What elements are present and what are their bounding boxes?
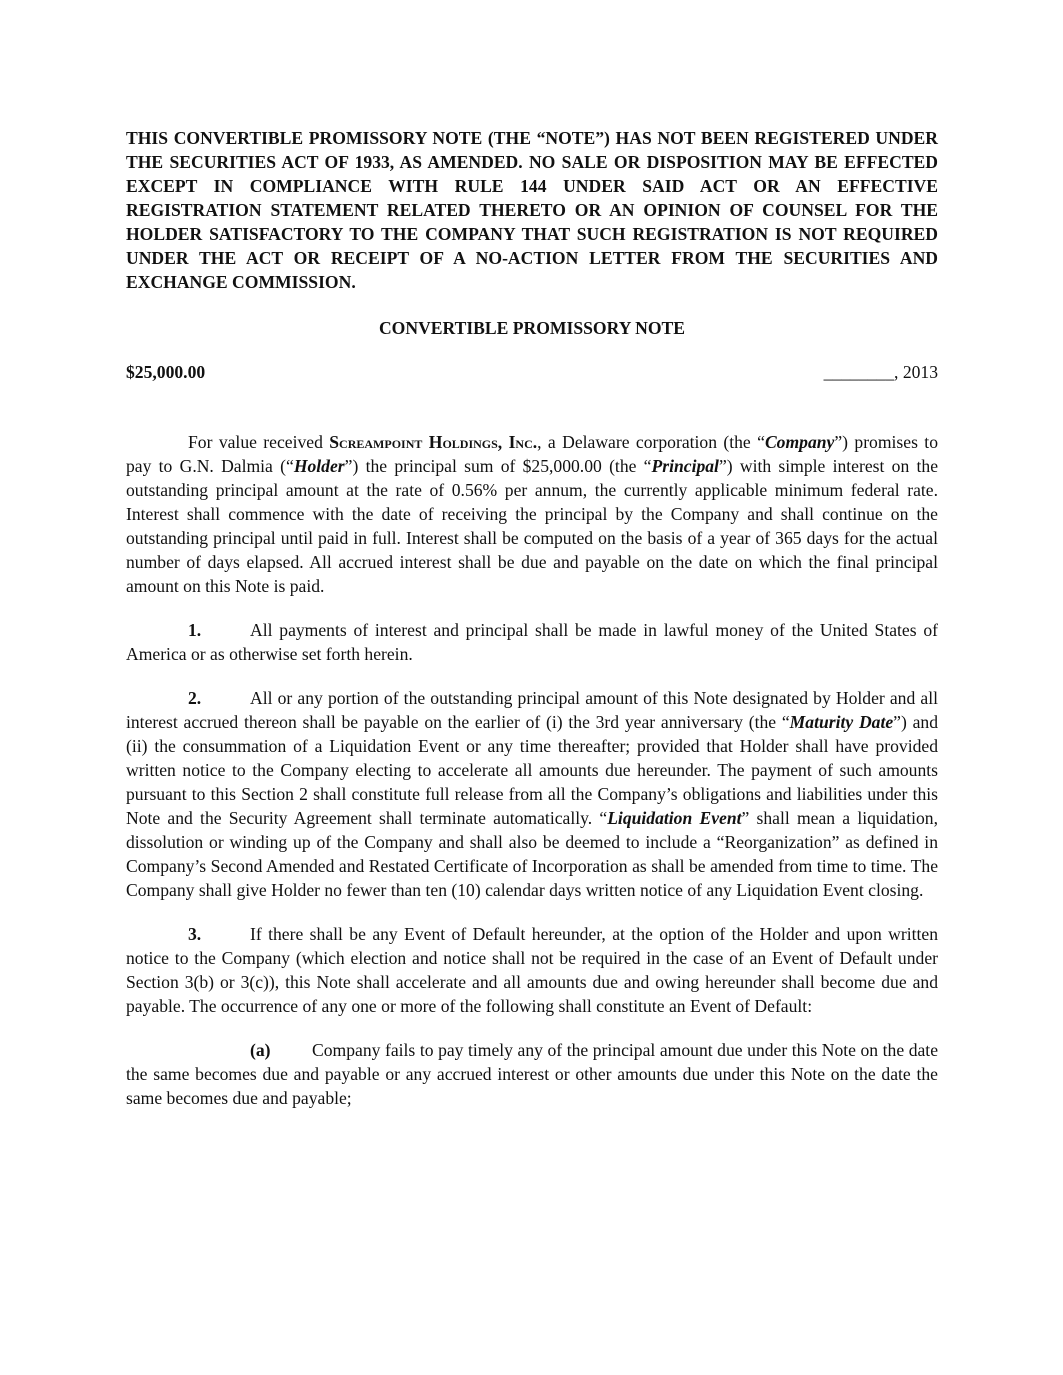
section-text: All payments of interest and principal shall be made in lawful money of the United States of America or as otherwise set forth herein. bbox=[126, 620, 938, 664]
section-1 bbox=[126, 618, 938, 666]
document-title: CONVERTIBLE PROMISSORY NOTE bbox=[378, 318, 686, 338]
note-amount: $25,000.00 bbox=[126, 362, 206, 382]
section-number: 3. bbox=[188, 924, 202, 944]
section-text: If there shall be any Event of Default hereunder, at the option of the Holder and upon written notice to the Company (which election and notice shall not be required in the case of an Event of Default under Section 3(b) or 3(c)), this Note shall accelerate and all amounts due and owing hereunder shall become due and payable. The occurrence of any one or more of the following shall constitute an Event of Default: bbox=[126, 924, 938, 1016]
section-3 bbox=[126, 922, 938, 1018]
section-number: 1. bbox=[188, 620, 202, 640]
section-number: 2. bbox=[188, 688, 202, 708]
document-page bbox=[126, 126, 938, 1110]
section-2: 2. All or any portion of the outstanding principal amount of this Note designated by Holder and all interest accrued thereon shall be payable on the earlier of (i) the 3rd year anniversary (the “Maturity Date”) and (ii) the consummation of a Liquidation Event or any time thereafter; provided that Holder shall have provided written notice to the Company electing to accelerate all amounts due hereunder. The payment of such amounts pursuant to this Section 2 shall constitute full release from all the Company’s obligations and liabilities under this Note and the Security Agreement shall terminate automatically. “Liquidation Event” shall mean a liquidation, dissolution or winding up of the Company and shall also be deemed to include a “Reorganization” as defined in Company’s Second Amended and Restated Certificate of Incorporation as shall be amended from time to time. The Company shall give Holder no fewer than ten (10) calendar days written notice of any Liquidation Event closing. bbox=[126, 688, 938, 900]
note-date: ________, 2013 bbox=[823, 362, 938, 382]
term-maturity-date: Maturity Date bbox=[789, 712, 894, 732]
securities-legend: THIS CONVERTIBLE PROMISSORY NOTE (THE “NOTE”) HAS NOT BEEN REGISTERED UNDER THE SECURITIES ACT OF 1933, AS AMENDED. NO SALE OR DISPOSITION MAY BE EFFECTED EXCEPT IN COMPLIANCE WITH RULE 144 UNDER SAID ACT OR AN EFFECTIVE REGISTRATION STATEMENT RELATED THERETO OR AN OPINION OF COUNSEL FOR THE HOLDER SATISFACTORY TO THE COMPANY THAT SUCH REGISTRATION IS NOT REQUIRED UNDER THE ACT OR RECEIPT OF A NO-ACTION LETTER FROM THE SECURITIES AND EXCHANGE COMMISSION. bbox=[126, 128, 938, 292]
company-name: Screampoint Holdings, Inc. bbox=[329, 432, 538, 452]
term-liquidation-event: Liquidation Event bbox=[607, 808, 742, 828]
section-3a bbox=[126, 1038, 938, 1110]
subsection-text: Company fails to pay timely any of the principal amount due under this Note on the date the same becomes due and payable or any accrued interest or other amounts due under this Note on the date the same becomes due and payable; bbox=[126, 1040, 938, 1108]
amount-date-line bbox=[126, 360, 938, 384]
subsection-number: (a) bbox=[250, 1040, 271, 1060]
intro-paragraph: For value received Screampoint Holdings, Inc., a Delaware corporation (the “Company”) promises to pay to G.N. Dalmia (“Holder”) the principal sum of $25,000.00 (the “Principal”) with simple interest on the outstanding principal amount at the rate of 0.56% per annum, the currently applicable minimum federal rate. Interest shall commence with the date of receiving the principal by the Company and shall continue on the outstanding principal until paid in full. Interest shall be computed on the basis of a year of 365 days for the actual number of days elapsed. All accrued interest shall be due and payable on the date on which the final principal amount on this Note is paid. bbox=[126, 432, 938, 596]
term-principal: Principal bbox=[651, 456, 719, 476]
term-company: Company bbox=[764, 432, 835, 452]
term-holder: Holder bbox=[293, 456, 345, 476]
